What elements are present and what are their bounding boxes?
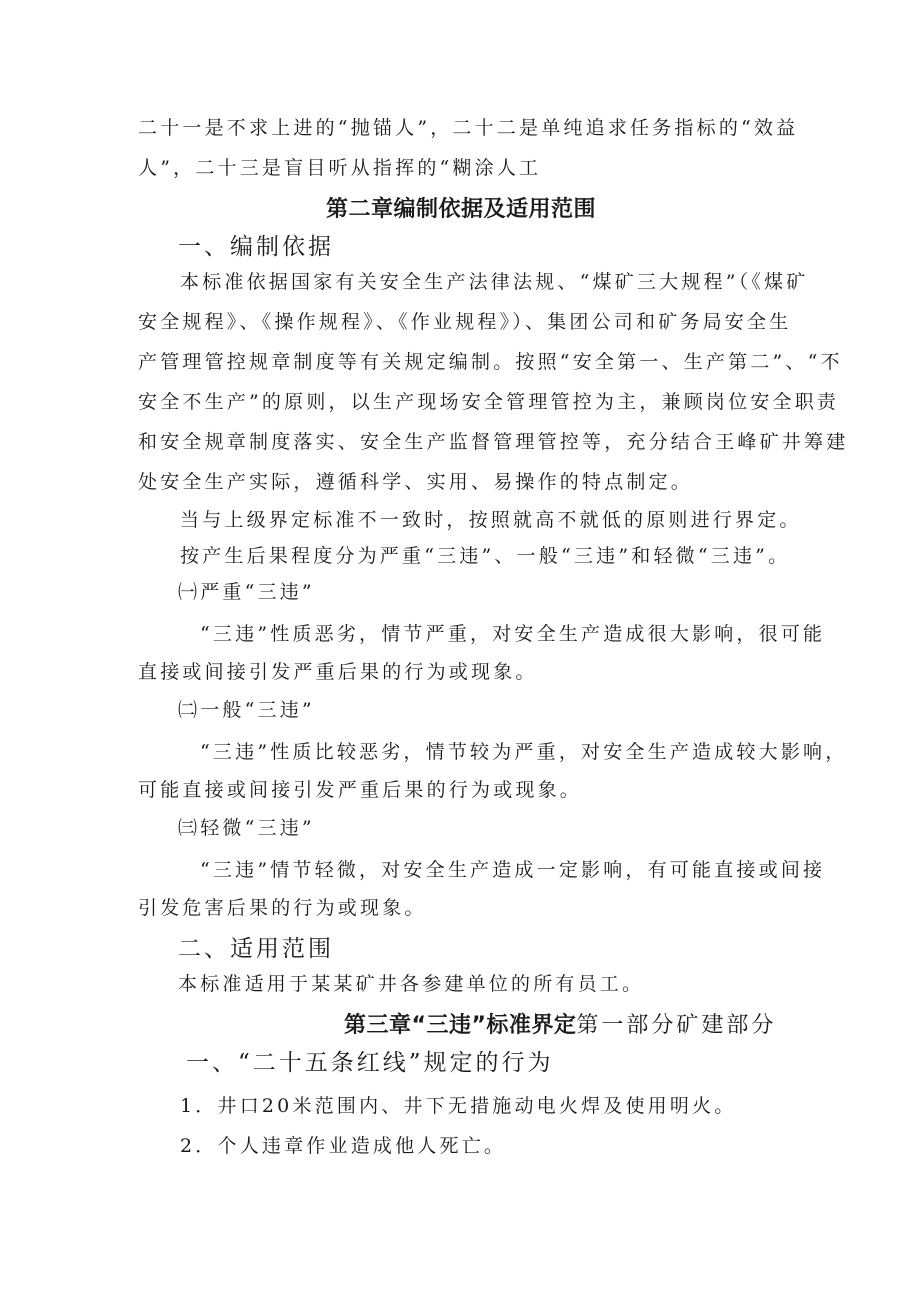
- paragraph-line: 处安全生产实际，遵循科学、实用、易操作的特点制定。: [138, 471, 694, 493]
- chapter-heading: 第二章编制依据及适用范围: [326, 197, 597, 222]
- paragraph-line: 和安全规章制度落实、安全生产监督管理管控等，充分结合王峰矿井筹建: [138, 431, 849, 453]
- paragraph-line: 按产生后果程度分为严重“三违”、一般“三违”和轻微“三违”。: [180, 545, 791, 567]
- paragraph-line: 本标准依据国家有关安全生产法律法规、“煤矿三大规程”（《煤矿: [180, 271, 809, 293]
- paragraph-line: 引发危害后果的行为或现象。: [138, 897, 427, 919]
- paragraph-line: 直接或间接引发严重后果的行为或现象。: [138, 661, 538, 683]
- paragraph-line: “三违”性质恶劣，情节严重，对安全生产造成很大影响，很可能: [200, 623, 826, 645]
- paragraph-line: 本标准适用于某某矿井各参建单位的所有员工。: [178, 973, 645, 995]
- section-heading: 一、“二十五条红线”规定的行为: [186, 1050, 554, 1076]
- paragraph-line: 可能直接或间接引发严重后果的行为或现象。: [138, 779, 583, 801]
- paragraph-line: 安全不生产”的原则，以生产现场安全管理管控为主，兼顾岗位安全职责: [138, 391, 840, 413]
- section-heading: 一、编制依据: [178, 234, 334, 260]
- paragraph-line: 产管理管控规章制度等有关规定编制。按照“安全第一、生产第二”、“不: [138, 351, 843, 373]
- paragraph-line: “三违”性质比较恶劣，情节较为严重，对安全生产造成较大影响，: [200, 741, 848, 763]
- paragraph-line: 二十一是不求上进的“抛锚人”，二十二是单纯追求任务指标的“效益: [138, 117, 799, 139]
- list-item: 2．个人违章作业造成他人死亡。: [180, 1135, 507, 1157]
- list-item: 1．井口20米范围内、井下无措施动电火焊及使用明火。: [180, 1095, 737, 1117]
- chapter-heading-bold: 第三章“三违”标准界定: [344, 1013, 577, 1038]
- section-heading: 二、适用范围: [178, 936, 334, 962]
- paragraph-line: “三违”情节轻微，对安全生产造成一定影响，有可能直接或间接: [200, 859, 826, 881]
- chapter-heading: [344, 1008, 776, 1039]
- subheading: ㈢轻微“三违”: [178, 817, 315, 839]
- subheading: ㈡一般“三违”: [178, 699, 315, 721]
- chapter-heading-part: 第一部分矿建部分: [576, 1013, 777, 1038]
- paragraph-line: 当与上级界定标准不一致时，按照就高不就低的原则进行界定。: [180, 509, 802, 531]
- paragraph-line: 安全规程》、《操作规程》、《作业规程》）、集团公司和矿务局安全生: [138, 311, 792, 333]
- subheading: ㈠严重“三违”: [178, 581, 315, 603]
- paragraph-line: 人”，二十三是盲目听从指挥的“糊涂人工: [138, 157, 542, 179]
